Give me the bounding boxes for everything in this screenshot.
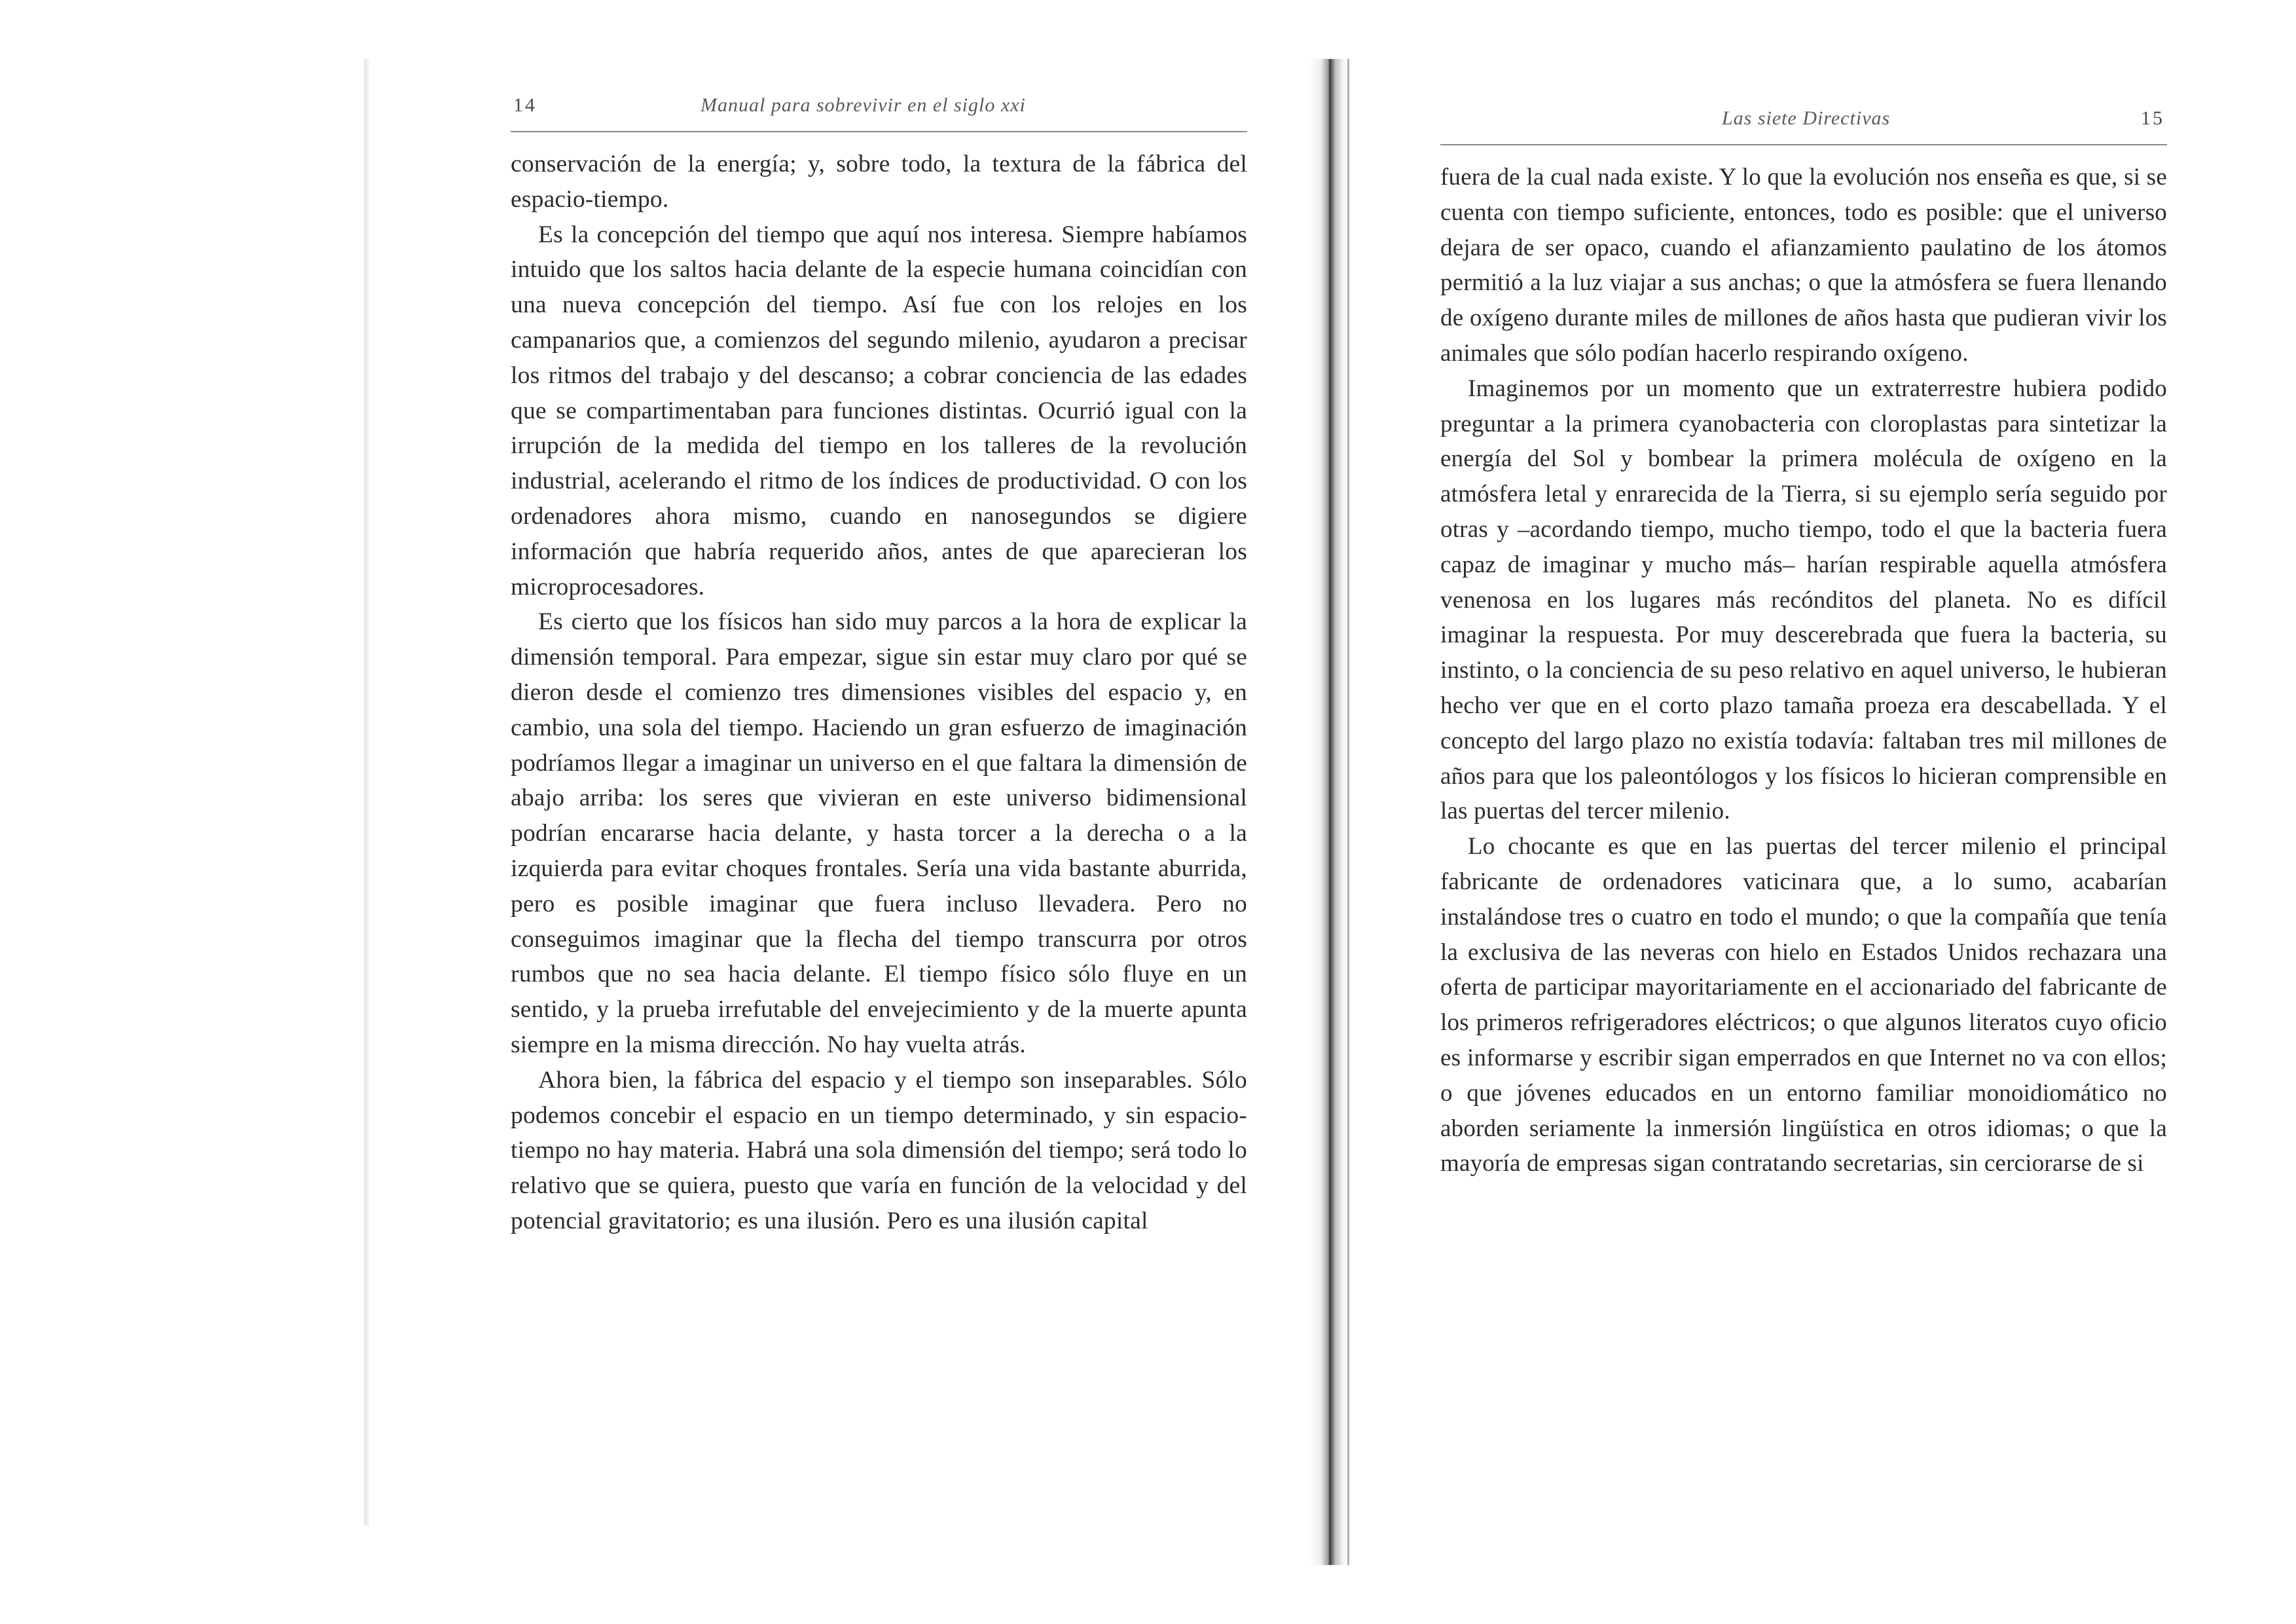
right-page [1440, 79, 2167, 1181]
left-paragraph-4: Ahora bien, la fábrica del espacio y el tiempo son inseparables. Sólo podemos concebir el espacio en un tiempo determinado, y sin espacio-tiempo no hay materia. Habrá una sola dimensión del tiempo; será todo lo relativo que se quiera, puesto que varía en función de la velocidad y del potencial gravitatorio; es una ilusión. Pero es una ilusión capital [511, 1066, 1247, 1234]
book-gutter-shadow [1309, 59, 1349, 1565]
right-running-title: Las siete Directivas [1722, 107, 1891, 129]
left-running-title: Manual para sobrevivir en el siglo xxi [701, 94, 1026, 116]
left-page [511, 79, 1247, 1239]
left-text-block [511, 147, 1247, 1239]
right-paragraph-1: fuera de la cual nada existe. Y lo que la evolución nos enseña es que, si se cuenta con tiempo suficiente, entonces, todo es posible: que el universo dejara de ser opaco, cuando el afianzamiento paulatino de los átomos permitió a la luz viajar a sus anchas; o que la atmósfera se fuera llenando de oxígeno durante miles de millones de años hasta que pudieran vivir los animales que sólo podían hacerlo respirando oxígeno. [1440, 164, 2167, 367]
right-running-head [1440, 79, 2167, 145]
right-text-block [1440, 160, 2167, 1181]
book-spine-line [1347, 59, 1349, 1565]
left-paragraph-2: Es la concepción del tiempo que aquí nos interesa. Siempre habíamos intuido que los saltos hacia delante de la especie humana coincidían con una nueva concepción del tiempo. Así fue con los relojes en los campanarios que, a comienzos del segundo milenio, ayudaron a precisar los ritmos del trabajo y del descanso; a cobrar conciencia de las edades que se compartimentaban para funciones distintas. Ocurrió igual con la irrupción de la medida del tiempo en los talleres de la revolución industrial, acelerando el ritmo de los índices de productividad. O con los ordenadores ahora mismo, cuando en nanosegundos se digiere información que habría requerido años, antes de que aparecieran los microprocesadores. [511, 221, 1247, 600]
right-page-number: 15 [2141, 107, 2164, 129]
left-paragraph-3: Es cierto que los físicos han sido muy parcos a la hora de explicar la dimensión temporal. Para empezar, sigue sin estar muy claro por qué se dieron desde el comienzo tres dimensiones visibles del espacio y, en cambio, una sola del tiempo. Haciendo un gran esfuerzo de imaginación podríamos llegar a imaginar un universo en el que faltara la dimensión de abajo arriba: los seres que vivieran en este universo bidimensional podrían encararse hacia delante, y hasta torcer a la derecha o a la izquierda para evitar choques frontales. Sería una vida bastante aburrida, pero es posible imaginar que fuera incluso llevadera. Pero no conseguimos imaginar que la flecha del tiempo transcurra por otros rumbos que no sea hacia delante. El tiempo físico sólo fluye en un sentido, y la prueba irrefutable del envejecimiento y de la muerte apunta siempre en la misma dirección. No hay vuelta atrás. [511, 608, 1247, 1058]
left-paragraph-1: conservación de la energía; y, sobre todo, la textura de la fábrica del espacio-tiempo. [511, 151, 1247, 213]
left-page-number: 14 [513, 94, 537, 116]
left-running-head [511, 79, 1247, 132]
left-page-edge-shadow [364, 59, 369, 1526]
right-paragraph-3: Lo chocante es que en las puertas del tercer milenio el principal fabricante de ordenadores vaticinara que, a lo sumo, acabarían instalándose tres o cuatro en todo el mundo; o que la compañía que tenía la exclusiva de las neveras con hielo en Estados Unidos rechazara una oferta de participar mayoritariamente en el accionariado del fabricante de los primeros refrigeradores eléctricos; o que algunos literatos cuyo oficio es informarse y escribir sigan emperrados en que Internet no va con ellos; o que jóvenes educados en un entorno familiar monoidiomático no aborden seriamente la inmersión lingüística en otros idiomas; o que la mayoría de empresas sigan contratando secretarias, sin cerciorarse de si [1440, 833, 2167, 1177]
right-paragraph-2: Imaginemos por un momento que un extraterrestre hubiera podido preguntar a la primera cyanobacteria con cloroplastas para sintetizar la energía del Sol y bombear la primera molécula de oxígeno en la atmósfera letal y enrarecida de la Tierra, si su ejemplo sería seguido por otras y –acordando tiempo, mucho tiempo, todo el que la bacteria fuera capaz de imaginar y mucho más– harían respirable aquella atmósfera venenosa en los lugares más recónditos del planeta. No es difícil imaginar la respuesta. Por muy descerebrada que fuera la bacteria, su instinto, o la conciencia de su peso relativo en aquel universo, le hubieran hecho ver que en el corto plazo tamaña proeza era descabellada. Y el concepto del largo plazo no existía todavía: faltaban tres mil millones de años para que los paleontólogos y los físicos lo hicieran comprensible en las puertas del tercer milenio. [1440, 375, 2167, 825]
